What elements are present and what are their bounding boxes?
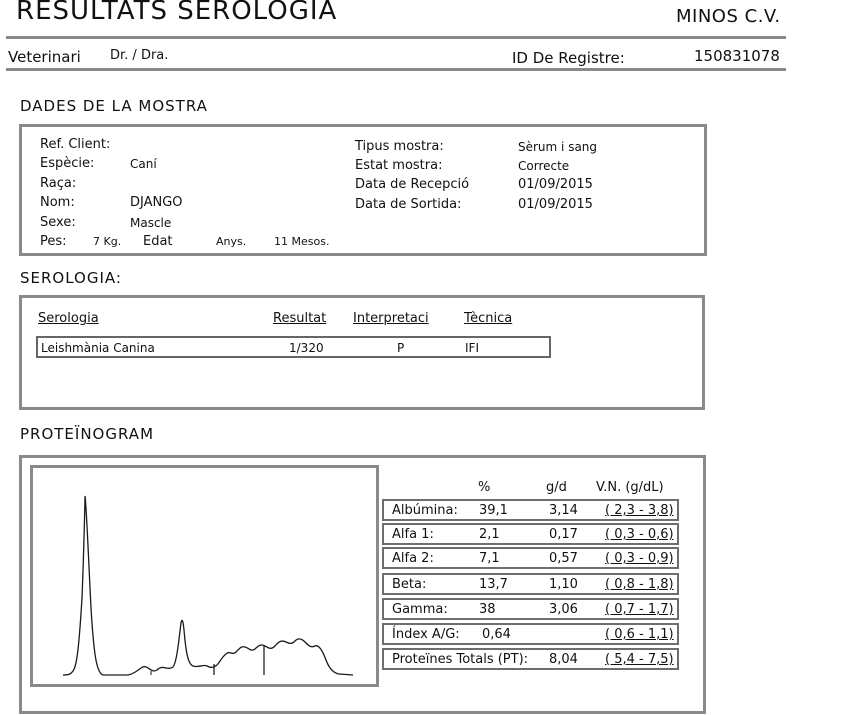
prot-row-alfa2	[382, 547, 679, 569]
prot-reference: ( 0,3 - 0,9)	[605, 551, 674, 566]
prot-name: Albúmina:	[392, 503, 458, 518]
prot-row-gamma	[382, 598, 679, 620]
header-divider	[6, 36, 786, 39]
prot-gd: 1,10	[549, 577, 578, 592]
prot-gd: 3,14	[549, 503, 578, 518]
prot-row-beta	[382, 573, 679, 595]
total-proteins-value: 8,04	[549, 652, 578, 667]
total-proteins-label: Proteïnes Totals (PT):	[392, 652, 529, 667]
prot-reference: ( 0,8 - 1,8)	[605, 577, 674, 592]
sample-section-title: DADES DE LA MOSTRA	[20, 97, 208, 115]
serology-col-test: Serologia	[38, 311, 99, 326]
sample-type-value: Sèrum i sang	[518, 140, 598, 154]
prot-row-albumin	[382, 499, 679, 521]
proteinogram-section-title: PROTEÏNOGRAM	[20, 425, 155, 443]
serology-section-title: SEROLOGIA:	[20, 269, 122, 287]
species-value: Caní	[130, 157, 157, 171]
sample-data-box	[19, 124, 707, 256]
prot-reference: ( 2,3 - 3,8)	[605, 503, 674, 518]
species-label: Espècie:	[40, 156, 95, 171]
prot-col-percent: %	[478, 480, 491, 495]
prot-col-reference: V.N. (g/dL)	[596, 480, 664, 495]
serology-col-technique: Tècnica	[464, 311, 513, 326]
prot-row-alfa1	[382, 523, 679, 545]
sample-type-label: Tipus mostra:	[355, 139, 444, 154]
record-id-value: 150831078	[694, 47, 780, 65]
name-label: Nom:	[40, 195, 75, 210]
serology-test-name: Leishmània Canina	[41, 341, 155, 355]
serology-col-interpretation: Interpretaci	[353, 311, 429, 326]
electrophoresis-graph-frame	[30, 465, 379, 687]
ag-index-label: Índex A/G:	[392, 627, 460, 642]
prot-reference: ( 0,7 - 1,7)	[605, 602, 674, 617]
prot-row-total-proteins	[382, 648, 679, 670]
prot-gd: 0,57	[549, 551, 578, 566]
prot-col-gd: g/d	[546, 480, 567, 495]
ag-index-reference: ( 0,6 - 1,1)	[605, 627, 674, 642]
electrophoresis-graph	[33, 468, 376, 684]
ref-client-label: Ref. Client:	[40, 137, 111, 152]
prot-percent: 7,1	[479, 551, 500, 566]
prot-reference: ( 0,3 - 0,6)	[605, 527, 674, 542]
record-id-label: ID De Registre:	[512, 49, 625, 67]
prot-name: Beta:	[392, 577, 427, 592]
subheader-divider	[6, 68, 786, 71]
prot-name: Gamma:	[392, 602, 448, 617]
serology-interpretation: P	[397, 341, 405, 355]
breed-label: Raça:	[40, 176, 77, 191]
serology-technique: IFI	[465, 341, 479, 355]
reception-date-value: 01/09/2015	[518, 177, 593, 192]
vet-value: Dr. / Dra.	[110, 48, 169, 63]
report-title: RESULTATS SEROLOGIA	[16, 0, 338, 26]
weight-value: 7 Kg.	[93, 235, 122, 248]
sex-label: Sexe:	[40, 215, 76, 230]
serology-col-result: Resultat	[273, 311, 327, 326]
vet-label: Veterinari	[8, 48, 81, 66]
prot-gd: 3,06	[549, 602, 578, 617]
prot-percent: 2,1	[479, 527, 500, 542]
age-label: Edat	[143, 234, 173, 249]
serology-box	[19, 295, 705, 410]
output-date-value: 01/09/2015	[518, 197, 593, 212]
serology-row	[36, 336, 551, 358]
total-proteins-reference: ( 5,4 - 7,5)	[605, 652, 674, 667]
reception-date-label: Data de Recepció	[355, 177, 470, 192]
output-date-label: Data de Sortida:	[355, 197, 462, 212]
sample-state-value: Correcte	[518, 159, 570, 173]
sex-value: Mascle	[130, 216, 172, 230]
prot-percent: 38	[479, 602, 496, 617]
prot-percent: 39,1	[479, 503, 508, 518]
age-years-label: Anys.	[216, 235, 247, 248]
ag-index-value: 0,64	[482, 627, 511, 642]
name-value: DJANGO	[130, 195, 183, 210]
prot-name: Alfa 1:	[392, 527, 434, 542]
age-months-value: 11 Mesos.	[274, 235, 330, 248]
prot-percent: 13,7	[479, 577, 508, 592]
prot-name: Alfa 2:	[392, 551, 434, 566]
serology-result: 1/320	[289, 341, 324, 355]
company-name: MINOS C.V.	[676, 6, 781, 27]
sample-state-label: Estat mostra:	[355, 158, 443, 173]
prot-gd: 0,17	[549, 527, 578, 542]
weight-label: Pes:	[40, 234, 67, 249]
prot-row-ag-index	[382, 623, 679, 645]
